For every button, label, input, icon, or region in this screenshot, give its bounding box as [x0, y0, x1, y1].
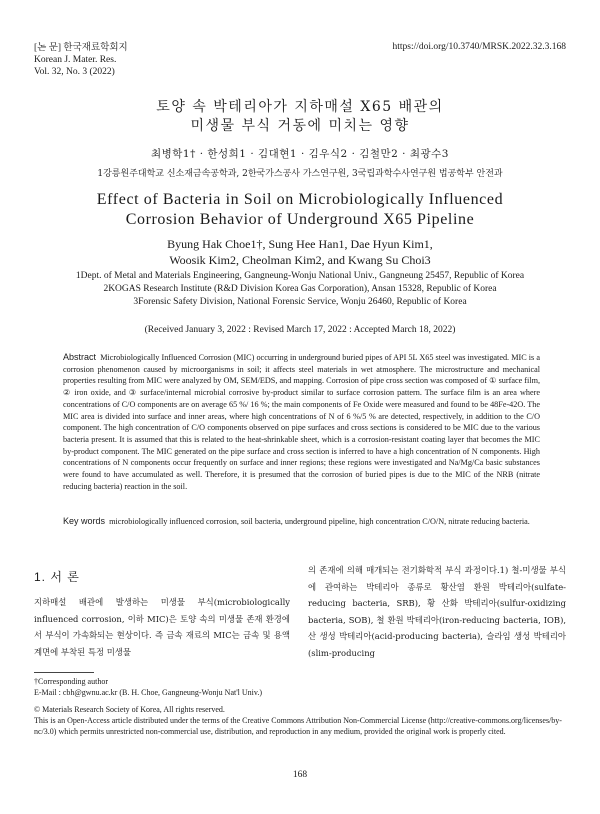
journal-name-ko: [논 문] 한국재료학회지: [34, 43, 128, 53]
english-authors-line-2: Woosik Kim2, Cheolman Kim2, and Kwang Su Choi3: [169, 253, 431, 267]
english-title-line-1: Effect of Bacteria in Soil on Microbiologically Influenced: [96, 191, 504, 208]
english-affiliations: [0, 270, 600, 309]
corresponding-email: E-Mail : cbh@gwnu.ac.kr (B. H. Choe, Gangneung-Wonju Nat'l Univ.): [34, 688, 263, 697]
korean-title-line-1: 토양 속 박테리아가 지하매설 X65 배관의: [156, 99, 444, 115]
journal-volume: Vol. 32, No. 3 (2022): [34, 67, 115, 77]
affiliation-2: 2KOGAS Research Institute (R&D Division Korea Gas Corporation), Ansan 15328, Republic of Korea: [103, 284, 497, 294]
korean-authors: 최병학1† · 한성희1 · 김대현1 · 김우식2 · 김철만2 · 최광수3: [151, 148, 449, 160]
body-left-column: 지하매설 배관에 발생하는 미생물 부식(microbiologically influenced corrosion, 이하 MIC)은 토양 속의 미생물 존재 환경에서 부식이 가속화되는 현상이다. 즉 금속 재료의 MIC는 금속 및 용액 계면에 부착된 특정 미생물: [34, 597, 290, 657]
english-title-line-2: Corrosion Behavior of Underground X65 Pipeline: [125, 211, 475, 228]
keywords: [63, 515, 540, 528]
affiliation-1: 1Dept. of Metal and Materials Engineering, Gangneung-Wonju National Univ., Gangneung 25457, Republic of Korea: [75, 271, 525, 281]
journal-header: [34, 42, 128, 78]
license-text: This is an Open-Access article distributed under the terms of the Creative Commons Attribution Non-Commercial License (http://creative-commons.org/licenses/by-nc/3.0) which permits unrestricted non-commercial use, distribution, and reproduction in any medium, provided the original work is properly cited.: [34, 716, 562, 736]
footnote: [34, 676, 566, 737]
section-heading: 1. 서 론: [34, 570, 80, 584]
abstract-text: Microbiologically Influenced Corrosion (MIC) occurring in underground buried pipes of API 5L X65 steel was investigated. MIC is a corrosion phenomenon caused by microorganisms in soil; it affects steel materials in wet atmosphere. The microstructure and mechanical properties resulting from MIC were analyzed by OM, SEM/EDS, and mapping. Corrosion of pipe cross section was composed of ① surface film, ② iron oxide, and ③ surface/internal microbial corrosive by-product similar to surface corrosion pattern. The surface film is an area where concentrations of C/O components are on average 65 %/ 16 %; the main components of Fe Oxide were measured and found to be 48Fe-42O. The MIC area is divided into surface and inner areas, where high concentrations of N of 6 %/5 % are detected, respectively, in addition to the C/O component. The high concentration of C/O components observed on pipe surfaces and cross sections is considered to be MIC due to the various bacteria present. It is assumed that this is related to the heat-shrinkable sheet, which is a corrosion-resistant coating layer that becomes the MIC by-product component. The MIC generated on the pipe surface and cross section is inferred to have a high concentration of N components. High concentrations of N components occur frequently on surface and inner regions; these regions were investigated and Na/Mg/Ca basic substances were found to have accumulated as well. Therefore, it is presumed that the corrosion of buried pipes is due to the MIC of the NRB (nitrate reducing bacteria) reaction in the soil.: [63, 353, 540, 491]
abstract: [63, 352, 540, 492]
journal-name-en: Korean J. Mater. Res.: [34, 55, 117, 65]
english-title: [0, 190, 600, 230]
english-authors-line-1: Byung Hak Choe1†, Sung Hee Han1, Dae Hyun Kim1,: [167, 237, 433, 251]
korean-title: [0, 98, 600, 136]
received-dates: (Received January 3, 2022 : Revised March 17, 2022 : Accepted March 18, 2022): [144, 325, 456, 335]
korean-title-line-2: 미생물 부식 거동에 미치는 영향: [190, 118, 410, 134]
affiliation-3: 3Forensic Safety Division, National Forensic Service, Wonju 26460, Republic of Korea: [133, 297, 467, 307]
english-authors: [0, 236, 600, 268]
page-number: 168: [292, 770, 308, 780]
copyright: © Materials Research Society of Korea, All rights reserved.: [34, 705, 225, 714]
corresponding-author: †Corresponding author: [34, 677, 108, 686]
footnote-divider: [34, 672, 94, 673]
keywords-text: microbiologically influenced corrosion, soil bacteria, underground pipeline, high concentration C/O/N, nitrate reducing bacteria.: [109, 517, 530, 526]
doi-link[interactable]: https://doi.org/10.3740/MRSK.2022.32.3.168: [392, 42, 566, 52]
abstract-label: Abstract: [63, 352, 97, 362]
body-right-column: 의 존재에 의해 매개되는 전기화학적 부식 과정이다.1) 철-미생물 부식에 관여하는 박테리아 종류로 황산염 환원 박테리아(sulfate-reducing bacteria, SRB), 황 산화 박테리아(sulfur-oxidizing bacteria, SOB), 철 환원 박테리아(iron-reducing bacteria, IOB), 산 생성 박테리아(acid-producing bacteria), 슬라임 생성 박테리아(slim-producing: [308, 565, 566, 658]
korean-affiliation: 1강릉원주대학교 신소재금속공학과, 2한국가스공사 가스연구원, 3국립과학수사연구원 법공학부 안전과: [97, 169, 503, 179]
keywords-label: Key words: [63, 516, 106, 526]
